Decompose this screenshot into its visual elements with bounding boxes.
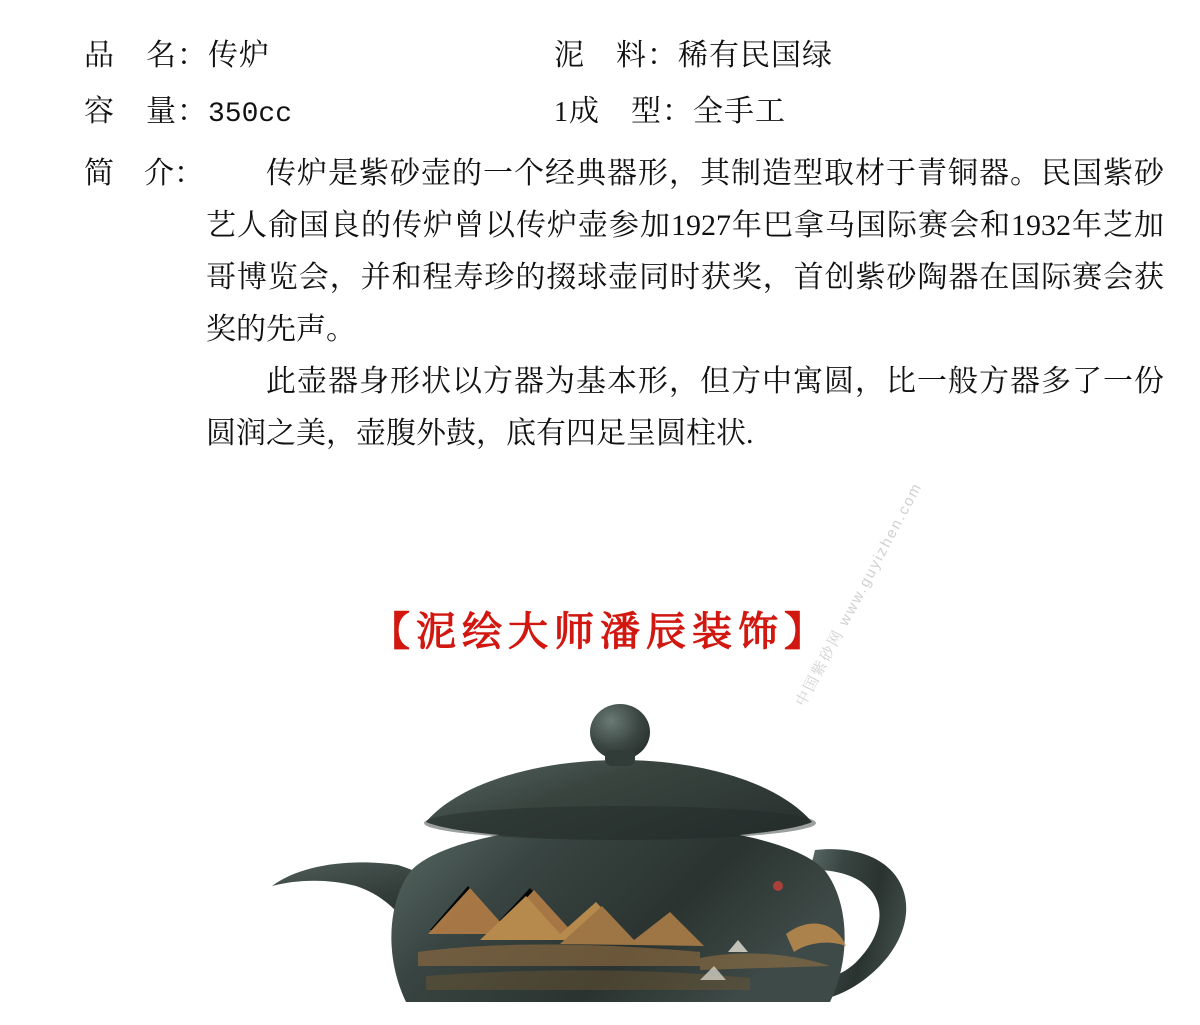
watermark-text: 中国紫砂网 www.guyizhen.com [792,479,926,710]
spec-row [0,30,1200,86]
description-paragraph: 此壶器身形状以方器为基本形，但方中寓圆，比一般方器多了一份圆润之美，壶腹外鼓，底有四足呈圆柱状. [206,365,1164,450]
spec-prefix-forming: 1 [554,97,569,128]
description-label: 简 介： [84,157,204,190]
description-body [206,148,1164,460]
spec-field-capacity [84,86,554,130]
teapot-lid-rim [424,806,816,840]
teapot-svg [230,690,970,1020]
description-paragraph: 传炉是紫砂壶的一个经典器形，其制造型取材于青铜器。民国紫砂艺人俞国良的传炉曾以传炉壶参加1927年巴拿马国际赛会和1932年芝加哥博览会，并和程寿珍的掇球壶同时获奖，首创紫砂陶器在国际赛会获奖的先声。 [206,157,1164,346]
description-block [84,148,1164,460]
teapot-knob-stem [605,750,635,766]
decoration-banner: 【泥绘大师潘辰装饰】 [370,609,830,654]
spec-field-clay [554,30,833,74]
spec-value-name: 传炉 [208,39,270,72]
spec-label-forming: 成 型： [569,95,693,128]
spec-block [0,30,1200,142]
spec-label-capacity: 容 量： [84,95,208,128]
spec-value-forming: 全手工 [693,95,786,128]
spec-value-clay: 稀有民国绿 [678,39,833,72]
spec-row [0,86,1200,142]
spec-field-forming [554,86,786,130]
spec-field-name [84,30,554,74]
spec-value-capacity: 350cc [208,99,293,130]
spec-label-name: 品 名： [84,39,208,72]
spec-label-clay: 泥 料： [554,39,678,72]
